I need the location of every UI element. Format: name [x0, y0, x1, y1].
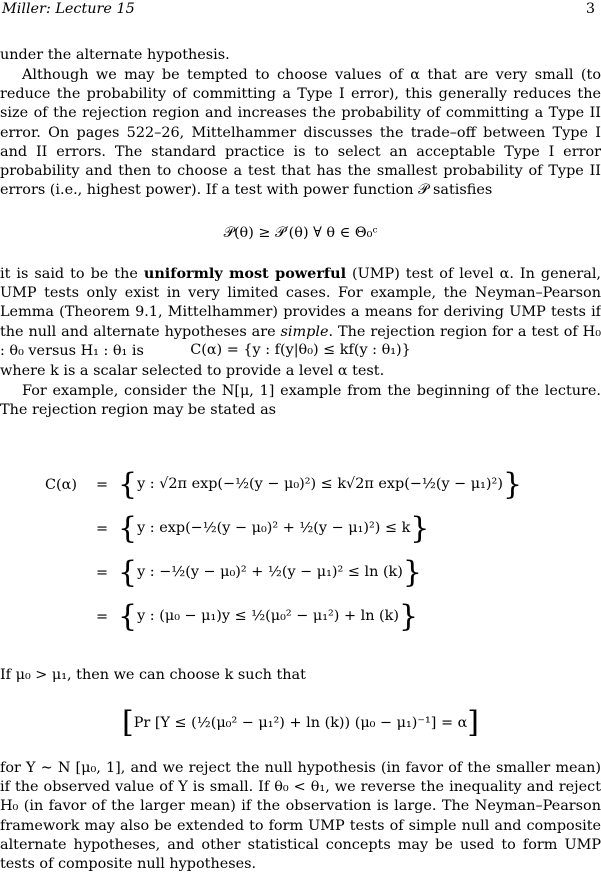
ump-term: uniformly most powerful	[143, 265, 347, 282]
derivation-row	[45, 554, 565, 598]
derivation-equals: =	[96, 565, 109, 581]
ump-intro-text: it is said to be the	[0, 266, 144, 282]
equation-power-function: 𝒫(θ) ≥ 𝒫′(θ) ∀ θ ∈ Θ₀ᶜ	[223, 225, 378, 241]
derivation-rhs: { y : −½(y − μ₀)² + ½(y − μ₁)² ≤ ln (k) }	[118, 555, 422, 590]
derivation-equals: =	[96, 609, 109, 625]
derivation-rhs: { y : (μ₀ − μ₁)y ≤ ½(μ₀² − μ₁²) + ln (k) }	[118, 599, 419, 634]
equation-rejection-region: C(α) = {y : f(y|θ₀) ≤ kf(y : θ₁)}	[190, 342, 411, 358]
derivation-expression: y : (μ₀ − μ₁)y ≤ ½(μ₀² − μ₁²) + ln (k)	[137, 608, 399, 625]
derivation-equals: =	[96, 521, 109, 537]
paragraph-continuation: under the alternate hypothesis.	[0, 47, 230, 63]
derivation-equals: =	[96, 477, 109, 493]
ump-middle-text: (UMP) test of level α. In general, UMP tests only exist in very limited cases. For example, the Neyman–Pearson Lemma (Theorem 9.1, Mittelhammer) provides a means for deriving UMP tests if the null and alternate hypotheses are	[0, 266, 601, 340]
derivation-row	[45, 466, 565, 510]
paragraph-scalar-k: where k is a scalar selected to provide a level α test.	[0, 363, 385, 379]
paragraph-conclusion: for Y ∼ N [μ₀, 1], and we reject the null hypothesis (in favor of the smaller mean) if the observed value of Y is small. If θ₀ < θ₁, we reverse the inequality and reject H₀ (in favor of the larger mean) if the observation is large. The Neyman–Pearson framework may also be extended to form UMP tests of simple null and composite alternate hypotheses, and other statistical concepts may be used to form UMP tests of composite null hypotheses.	[0, 760, 601, 873]
header-title: Miller: Lecture 15	[2, 1, 135, 17]
derivation-rhs: { y : exp(−½(y − μ₀)² + ½(y − μ₁)²) ≤ k }	[118, 511, 430, 546]
derivation-expression: y : −½(y − μ₀)² + ½(y − μ₁)² ≤ ln (k)	[137, 564, 403, 581]
running-header	[2, 0, 595, 20]
probability-expression: Pr [Y ≤ (½(μ₀² − μ₁²) + ln (k)) (μ₀ − μ₁)⁻¹] = α	[133, 715, 468, 731]
derivation-lhs: C(α)	[45, 477, 77, 493]
simple-term: simple	[280, 323, 329, 340]
equation-probability: [Pr [Y ≤ (½(μ₀² − μ₁²) + ln (k)) (μ₀ − μ₁)⁻¹] = α]	[121, 705, 480, 740]
paragraph-choose-k: If μ₀ > μ₁, then we can choose k such that	[0, 667, 306, 683]
paragraph-type-errors: Although we may be tempted to choose values of α that are very small (to reduce the probability of committing a Type I error), this generally reduces the size of the rejection region and increases the probability of committing a Type II error. On pages 522–26, Mittelhammer discusses the trade–off between Type I and II errors. The standard practice is to select an acceptable Type I error probability and then to choose a test that has the smallest probability of Type II errors (i.e., highest power). If a test with power function 𝒫 satisfies	[0, 67, 601, 199]
ump-end-text: . The rejection region for a test of H₀ : θ₀ versus H₁ : θ₁ is	[0, 323, 601, 359]
page-number: 3	[585, 1, 595, 17]
derivation-expression: y : exp(−½(y − μ₀)² + ½(y − μ₁)²) ≤ k	[137, 520, 411, 537]
derivation-rhs: { y : √2π exp(−½(y − μ₀)²) ≤ k√2π exp(−½(y − μ₁)²) }	[118, 467, 523, 502]
paragraph-normal-example: For example, consider the N[μ, 1] example from the beginning of the lecture. The rejection region may be stated as	[0, 383, 601, 419]
derivation-row	[45, 598, 565, 642]
derivation-expression: y : √2π exp(−½(y − μ₀)²) ≤ k√2π exp(−½(y − μ₁)²)	[137, 476, 503, 493]
derivation-row	[45, 510, 565, 554]
aligned-derivation	[45, 466, 565, 642]
